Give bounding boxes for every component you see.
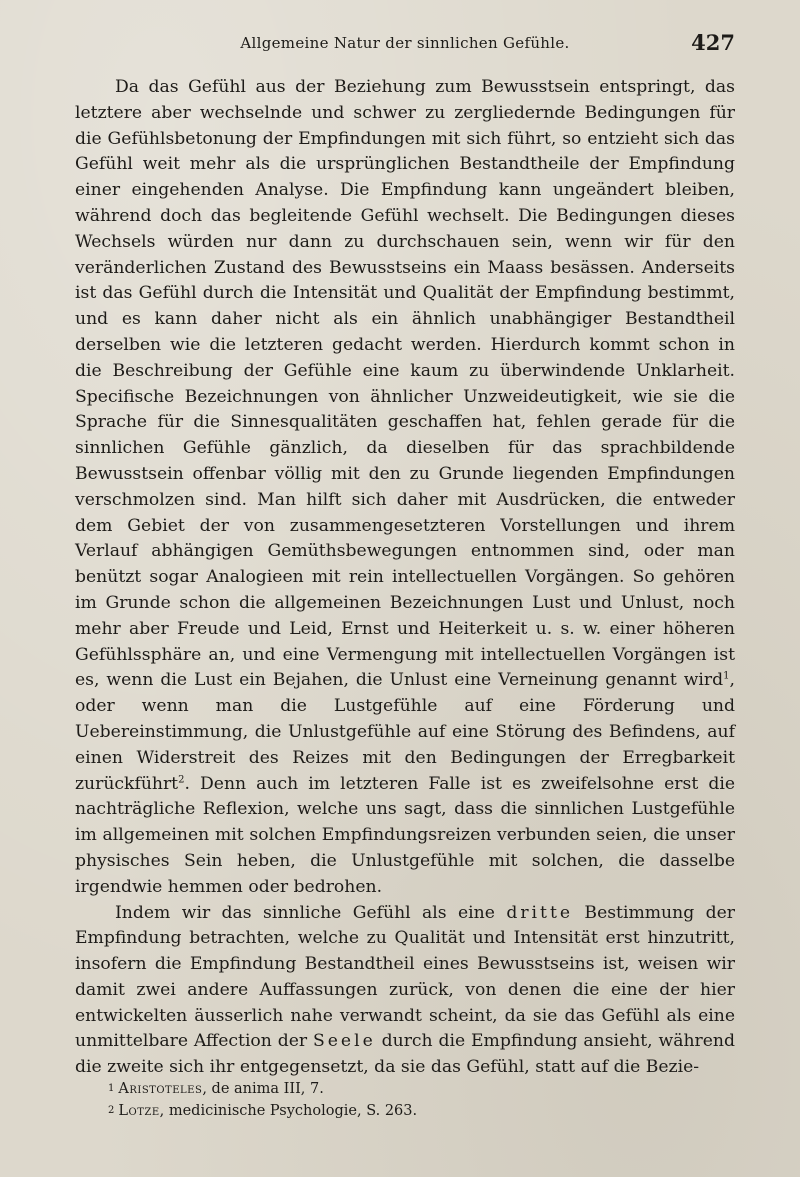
footnote-ref-2: 2 (178, 773, 185, 785)
footnote-2 (108, 1100, 708, 1122)
footnote-ref-1: 1 (723, 670, 730, 682)
footnote-2-author: Lotze (118, 1103, 160, 1119)
paragraph-2-text-b: Bestimmung der Empfindung betrachten, welche zu Qualität und Intensität erst hinzutritt, insofern die Empfindung Bestandtheil eines Bewusstseins ist, weisen wir damit zwei andere Auffassungen zurück, von denen die eine der hier entwickelten äusserlich nahe verwandt scheint, da sie das Gefühl als eine unmittelbare Affection der (75, 902, 735, 1052)
paragraph-1-text-c: . Denn auch im letzteren Falle ist es zweifelsohne erst die nachträgliche Reflexion, welche uns sagt, dass die sinnlichen Lustgefühle im allgemeinen mit solchen Empfindungsreizen verbunden seien, die unser physisches Sein heben, die Unlustgefühle mit solchen, die dasselbe irgendwie hemmen oder bedrohen. (75, 773, 735, 897)
running-title: Allgemeine Natur der sinnlichen Gefühle. (240, 34, 570, 52)
footnote-1 (108, 1078, 708, 1100)
page-number: 427 (691, 30, 735, 55)
paragraph-1-text-a: Da das Gefühl aus der Beziehung zum Bewusstsein entspringt, das letztere aber wechselnde und schwer zu zergliedernde Bedingungen für die Gefühlsbetonung der Empfindungen mit sich führt, so entzieht sich das Gefühl weit mehr als die ursprünglichen Bestandtheile der Empfindung einer eingehenden Analyse. Die Empfindung kann ungeändert bleiben, während doch das begleitende Gefühl wechselt. Die Bedingungen dieses Wechsels würden nur dann zu durchschauen sein, wenn wir für den veränderlichen Zustand des Bewusstseins ein Maass besässen. Anderseits ist das Gefühl durch die Intensität und Qualität der Empfindung bestimmt, und es kann daher nicht als ein ähnlich unabhängiger Bestandtheil derselben wie die letzteren gedacht werden. Hierdurch kommt schon in die Beschreibung der Gefühle eine kaum zu überwindende Unklarheit. Specifische Bezeichnungen von ähnlicher Unzweideutigkeit, wie sie die Sprache für die Sinnesqualitäten geschaffen hat, fehlen gerade für die sinnlichen Gefühle gänzlich, da dieselben für das sprachbildende Bewusstsein offenbar völlig mit den zu Grunde liegenden Empfindungen verschmolzen sind. Man hilft sich daher mit Ausdrücken, die entweder dem Gebiet der von zusammengesetzteren Vorstellungen und ihrem Verlauf abhängigen Gemüthsbewegungen entnommen sind, oder man benützt sogar Analogieen mit rein intellectuellen Vorgängen. So gehören im Grunde schon die allgemeinen Bezeichnungen Lust und Unlust, noch mehr aber Freude und Leid, Ernst und Heiterkeit u. s. w. einer höheren Gefühlssphäre an, und eine Vermengung mit intellectuellen Vorgängen ist es, wenn die Lust ein Bejahen, die Unlust eine Verneinung genannt wird (75, 77, 735, 691)
paragraph-1 (75, 75, 735, 901)
paragraph-2-text-a: Indem wir das sinnliche Gefühl als eine (115, 902, 507, 923)
footnotes (108, 1078, 708, 1122)
footnote-2-mark: 2 (108, 1105, 115, 1116)
footnote-1-mark: 1 (108, 1083, 115, 1094)
emphasis-dritte: dritte (506, 902, 574, 923)
paragraph-2 (75, 901, 735, 1082)
paragraph-2-text-c: durch die Empfindung ansieht, während die zweite sich ihr entgegensetzt, da sie das Gefühl, statt auf die Bezie- (75, 1031, 735, 1078)
paragraph-1-text-b: , oder wenn man die Lustgefühle auf eine Förderung und Uebereinstimmung, die Unlustgefühle auf eine Störung des Befindens, auf einen Widerstreit des Reizes mit den Bedingungen der Erregbarkeit zurückführt (75, 670, 735, 794)
footnote-1-text: , de anima III, 7. (202, 1081, 324, 1097)
emphasis-seele: Seele (312, 1031, 376, 1052)
footnote-1-author: Aristoteles (118, 1081, 203, 1097)
body-text (75, 75, 735, 1081)
running-head (75, 32, 735, 56)
footnote-2-text: , medicinische Psychologie, S. 263. (159, 1103, 418, 1119)
